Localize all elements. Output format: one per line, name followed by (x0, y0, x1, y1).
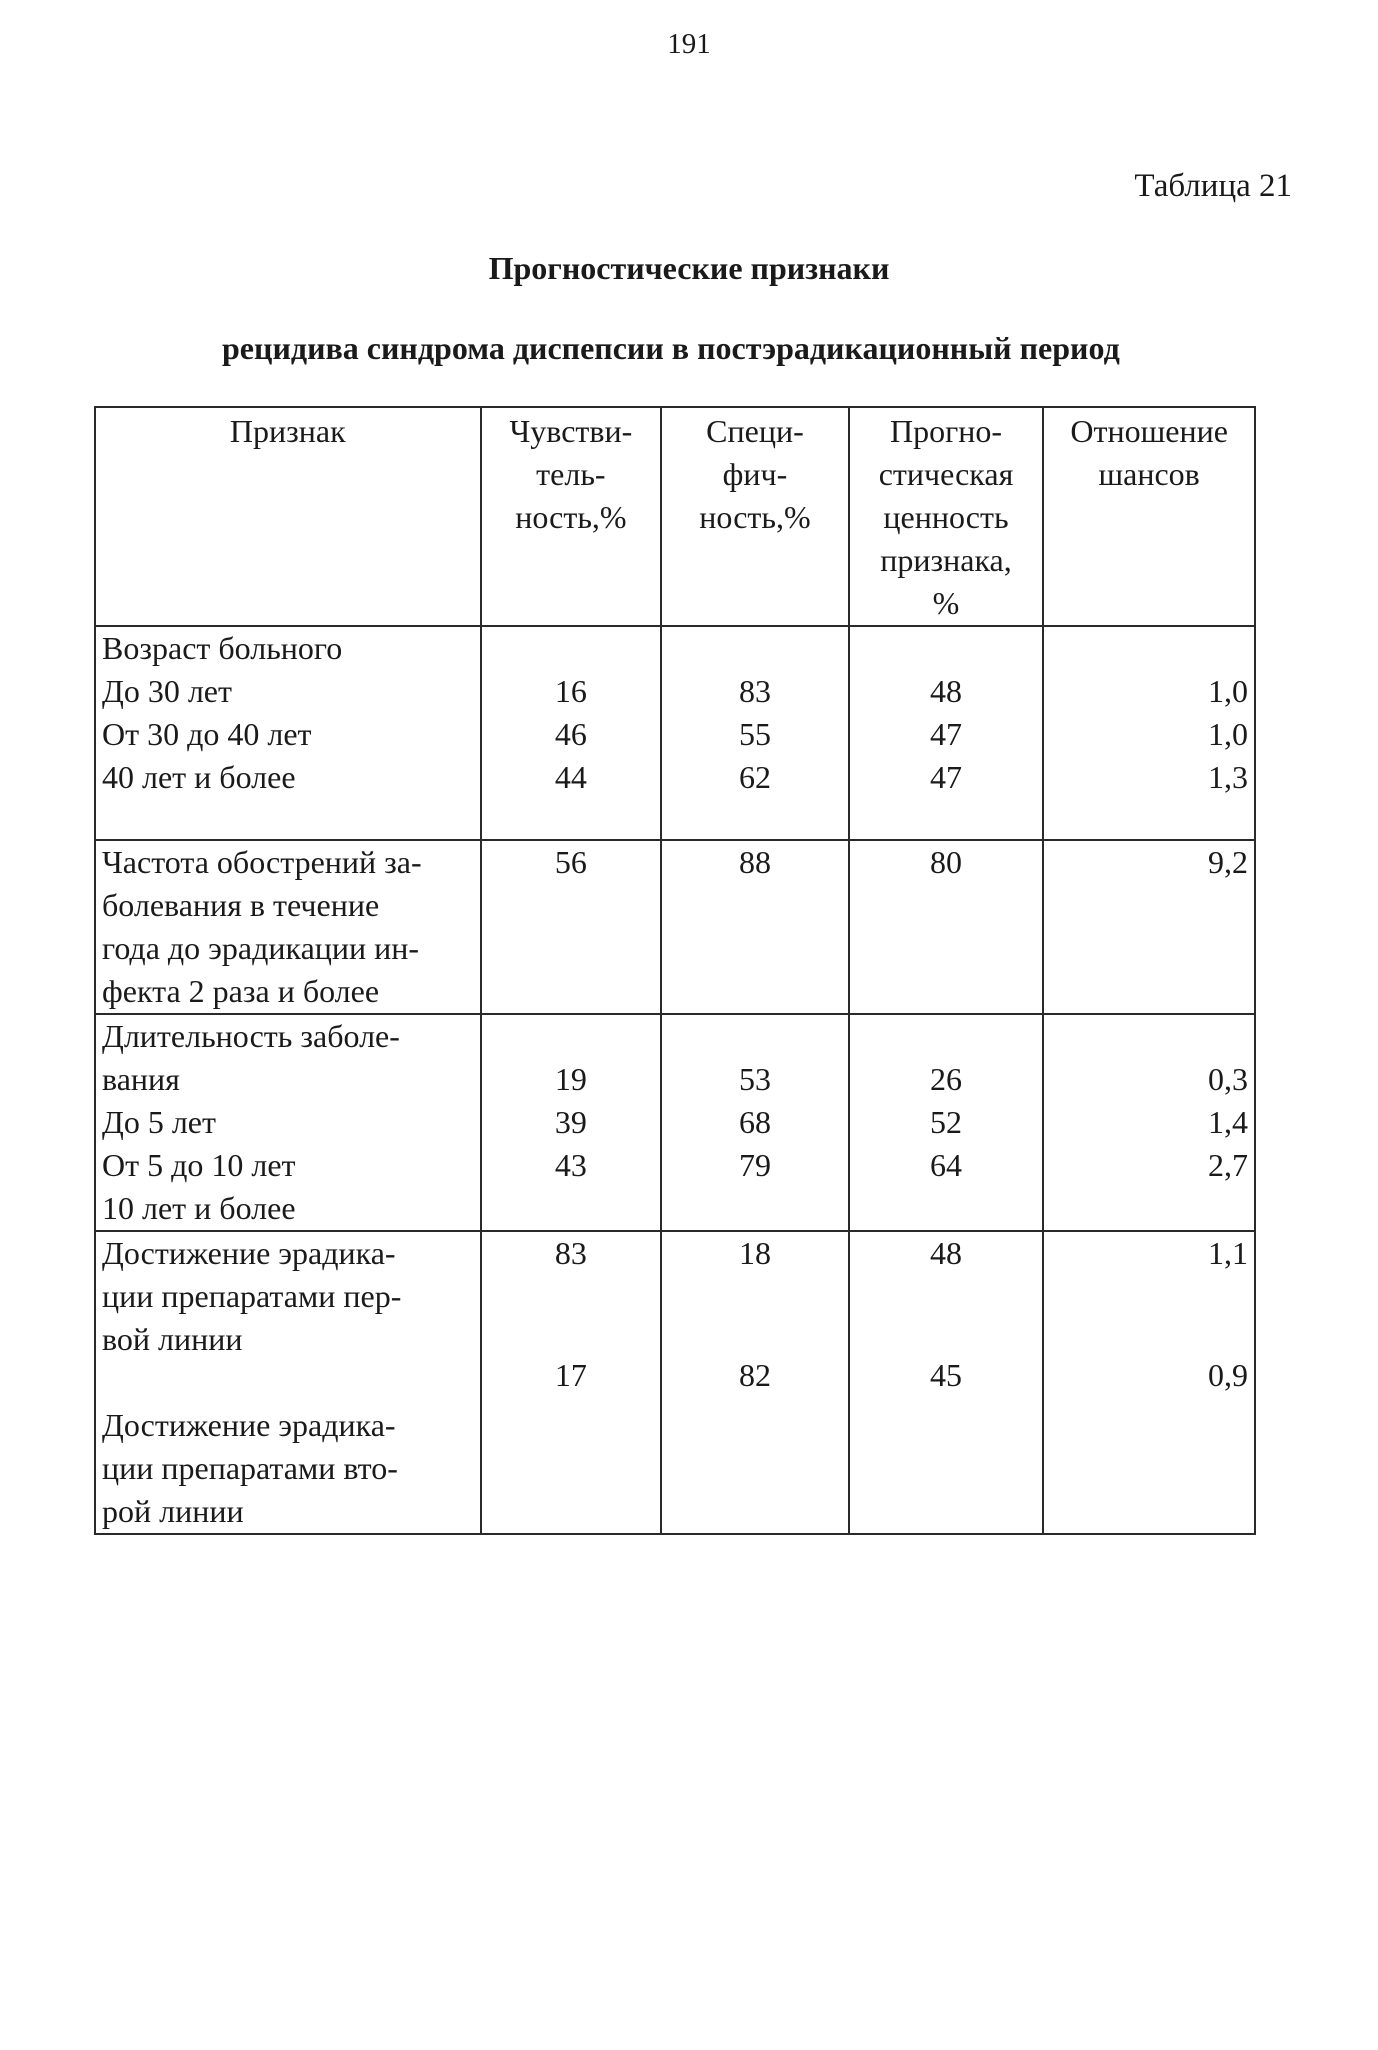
value-specificity: 68 (738, 1104, 771, 1140)
value-odds: 0,3 (1208, 1061, 1248, 1097)
value-predictive: 47 (929, 759, 962, 795)
value-sensitivity: 46 (554, 716, 587, 752)
cell-predictive-age (849, 626, 1044, 840)
table-row-age (95, 626, 1255, 840)
cell-sensitivity-eradication (481, 1231, 662, 1534)
cell-predictive-duration (849, 1014, 1044, 1231)
header-specificity-line: фич- (722, 456, 788, 492)
value-predictive: 26 (929, 1061, 962, 1097)
row-label-line: болевания в течение (102, 887, 380, 923)
table-header-row (95, 407, 1255, 626)
value-odds: 1,1 (1208, 1235, 1248, 1271)
row-label-line: рой линии (102, 1493, 244, 1529)
value-sensitivity: 19 (554, 1061, 587, 1097)
value-predictive: 80 (929, 844, 962, 880)
value-odds: 0,9 (1208, 1357, 1248, 1393)
value-odds: 2,7 (1208, 1147, 1248, 1183)
value-sensitivity: 56 (554, 844, 587, 880)
value-specificity: 88 (738, 844, 771, 880)
row-label-line: фекта 2 раза и более (102, 973, 380, 1009)
value-predictive: 47 (929, 716, 962, 752)
row-label-line: Частота обострений за- (102, 844, 422, 880)
header-predictive-line: стическая (878, 456, 1014, 492)
row-label: 40 лет и более (102, 759, 296, 795)
row-label-line: Достижение эрадика- (102, 1235, 396, 1271)
header-specificity (661, 407, 848, 626)
header-odds-line: Отношение (1070, 413, 1228, 449)
header-sensitivity-line: тель- (536, 456, 606, 492)
page-number: 191 (667, 28, 711, 60)
header-predictive-line: Прогно- (889, 413, 1002, 449)
row-label: От 5 до 10 лет (102, 1147, 296, 1183)
row-label-line: Достижение эрадика- (102, 1407, 396, 1443)
value-sensitivity: 44 (554, 759, 587, 795)
group-label: Возраст больного (102, 630, 343, 666)
header-sign-line: Признак (229, 413, 346, 449)
row-label: От 30 до 40 лет (102, 716, 312, 752)
row-label-line: ции препаратами пер- (102, 1278, 402, 1314)
header-odds-line: шансов (1098, 456, 1200, 492)
value-sensitivity: 16 (554, 673, 587, 709)
cell-sensitivity-duration (481, 1014, 662, 1231)
cell-sign-exacerbation (95, 840, 481, 1014)
table-label: Таблица 21 (1134, 168, 1292, 204)
table-row-exacerbation-frequency (95, 840, 1255, 1014)
cell-odds-exacerbation (1043, 840, 1255, 1014)
group-label: вания (102, 1061, 180, 1097)
value-specificity: 55 (738, 716, 771, 752)
table-title-line-1: Прогностические признаки (488, 250, 890, 286)
cell-odds-duration (1043, 1014, 1255, 1231)
value-sensitivity: 43 (554, 1147, 587, 1183)
value-specificity: 62 (738, 759, 771, 795)
row-label-line: ции препаратами вто- (102, 1450, 398, 1486)
value-odds: 1,3 (1208, 759, 1248, 795)
cell-odds-age (1043, 626, 1255, 840)
value-predictive: 48 (929, 1235, 962, 1271)
value-predictive: 45 (929, 1357, 962, 1393)
row-label: До 30 лет (102, 673, 232, 709)
value-sensitivity: 39 (554, 1104, 587, 1140)
cell-specificity-exacerbation (661, 840, 848, 1014)
prognostic-signs-table (94, 406, 1256, 1535)
value-specificity: 79 (738, 1147, 771, 1183)
value-odds: 1,0 (1208, 673, 1248, 709)
header-sensitivity-line: ность,% (515, 499, 627, 535)
value-predictive: 48 (929, 673, 962, 709)
cell-specificity-age (661, 626, 848, 840)
header-sensitivity (481, 407, 662, 626)
cell-sign-age (95, 626, 481, 840)
cell-predictive-eradication (849, 1231, 1044, 1534)
value-sensitivity: 17 (554, 1357, 587, 1393)
value-odds: 1,4 (1208, 1104, 1248, 1140)
header-odds-ratio (1043, 407, 1255, 626)
header-sensitivity-line: Чувстви- (509, 413, 633, 449)
header-predictive-value (849, 407, 1044, 626)
value-odds: 1,0 (1208, 716, 1248, 752)
cell-sign-duration (95, 1014, 481, 1231)
row-label: 10 лет и более (102, 1190, 296, 1226)
cell-specificity-duration (661, 1014, 848, 1231)
value-specificity: 82 (738, 1357, 771, 1393)
cell-odds-eradication (1043, 1231, 1255, 1534)
row-label-line: вой линии (102, 1321, 243, 1357)
header-predictive-line: % (932, 585, 960, 621)
group-label: Длительность заболе- (102, 1018, 400, 1054)
value-predictive: 52 (929, 1104, 962, 1140)
header-specificity-line: Специ- (706, 413, 804, 449)
header-predictive-line: ценность (883, 499, 1009, 535)
row-label-line: года до эрадикации ин- (102, 930, 420, 966)
value-sensitivity: 83 (554, 1235, 587, 1271)
value-specificity: 53 (738, 1061, 771, 1097)
cell-sign-eradication (95, 1231, 481, 1534)
header-sign (95, 407, 481, 626)
table-row-duration (95, 1014, 1255, 1231)
cell-specificity-eradication (661, 1231, 848, 1534)
header-predictive-line: признака, (880, 542, 1012, 578)
value-specificity: 83 (738, 673, 771, 709)
value-predictive: 64 (929, 1147, 962, 1183)
cell-sensitivity-age (481, 626, 662, 840)
row-label: До 5 лет (102, 1104, 216, 1140)
cell-predictive-exacerbation (849, 840, 1044, 1014)
table-title-line-2: рецидива синдрома диспепсии в постэрадикационный период (222, 330, 1120, 366)
value-odds: 9,2 (1208, 844, 1248, 880)
table-row-eradication (95, 1231, 1255, 1534)
cell-sensitivity-exacerbation (481, 840, 662, 1014)
value-specificity: 18 (738, 1235, 771, 1271)
header-specificity-line: ность,% (699, 499, 811, 535)
